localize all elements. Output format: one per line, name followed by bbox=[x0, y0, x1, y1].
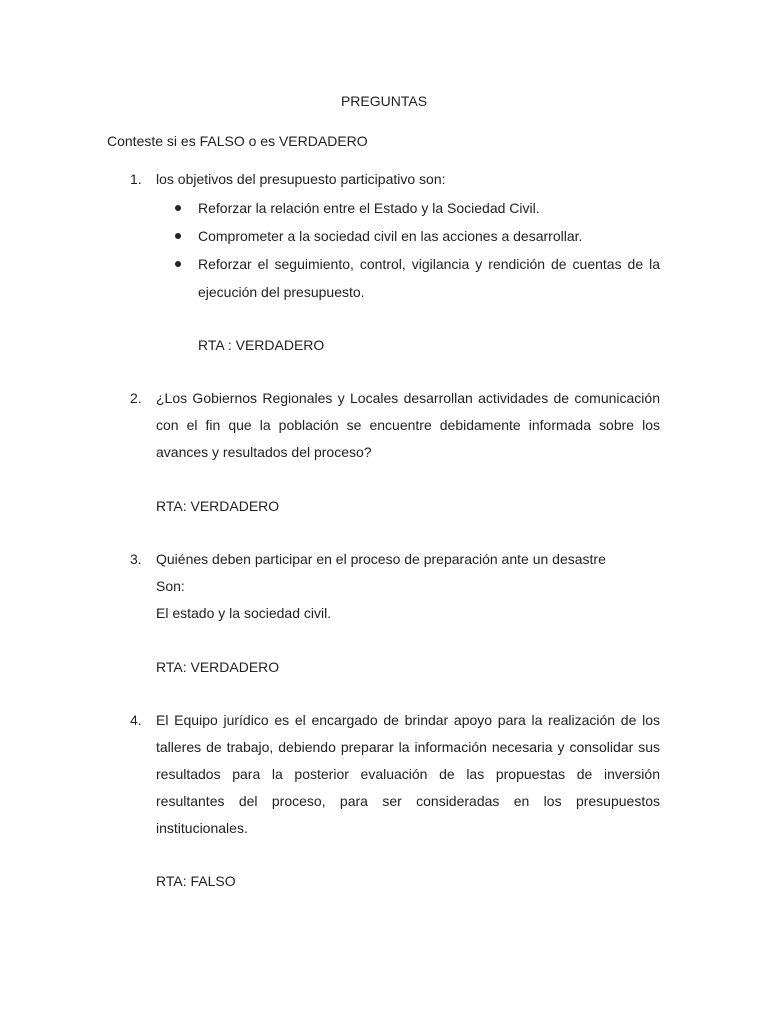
list-item bbox=[172, 222, 660, 250]
list-item bbox=[172, 250, 660, 306]
question-text: ¿Los Gobiernos Regionales y Locales desarrollan actividades de comunicación con el fin que la población se encuentre debidamente informada sobre los avances y resultados del proceso? bbox=[156, 390, 660, 460]
answer-text: RTA: VERDADERO bbox=[156, 498, 280, 514]
question-number: 4. bbox=[130, 712, 142, 728]
question-number: 3. bbox=[130, 551, 142, 567]
answer-text: RTA: FALSO bbox=[156, 873, 236, 889]
question-text-line: Quiénes deben participar en el proceso de preparación ante un desastre bbox=[156, 551, 606, 567]
objectives-list bbox=[172, 194, 660, 306]
list-item bbox=[172, 194, 660, 222]
page-title: PREGUNTAS bbox=[340, 93, 428, 109]
answer-text: RTA: VERDADERO bbox=[156, 659, 280, 675]
bullet-icon bbox=[175, 205, 181, 211]
list-item-text: Reforzar la relación entre el Estado y la Sociedad Civil. bbox=[198, 200, 540, 216]
list-item-text: Comprometer a la sociedad civil en las acciones a desarrollar. bbox=[198, 228, 583, 244]
question-text-line: Son: bbox=[156, 578, 185, 594]
bullet-icon bbox=[175, 261, 181, 267]
question-number: 2. bbox=[130, 390, 142, 406]
question-text-line: El estado y la sociedad civil. bbox=[156, 605, 332, 621]
instruction-text: Conteste si es FALSO o es VERDADERO bbox=[107, 133, 368, 149]
answer-text: RTA : VERDADERO bbox=[198, 337, 325, 353]
question-number: 1. bbox=[130, 171, 142, 187]
question-text: El Equipo jurídico es el encargado de brindar apoyo para la realización de los talleres de trabajo, debiendo preparar la información necesaria y consolidar sus resultados para la posterior evaluación de las propuestas de inversión resultantes del proceso, para ser consideradas en los presupuestos institucionales. bbox=[156, 712, 660, 836]
question-text: los objetivos del presupuesto participativo son: bbox=[156, 171, 446, 187]
list-item-text: Reforzar el seguimiento, control, vigilancia y rendición de cuentas de la ejecución del presupuesto. bbox=[198, 256, 660, 300]
bullet-icon bbox=[175, 233, 181, 239]
